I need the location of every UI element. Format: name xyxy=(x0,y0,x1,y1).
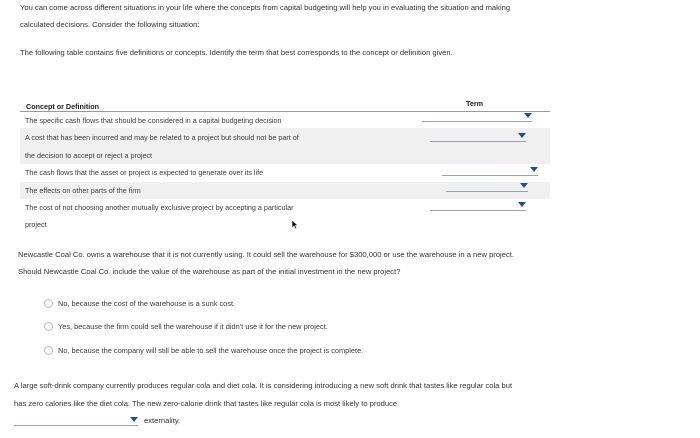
chevron-down-icon xyxy=(530,167,538,172)
row-5-text-cont: project xyxy=(25,220,47,229)
radio-option-2[interactable] xyxy=(44,322,53,331)
row-2-text-cont: the decision to accept or reject a project xyxy=(25,151,153,160)
row-5-text: The cost of not choosing another mutually exclusive project by accepting a particular xyxy=(25,203,294,212)
row-2-text: A cost that has been incurred and may be related to a project but should not be part of xyxy=(25,133,299,142)
term-dropdown-1[interactable] xyxy=(422,112,532,122)
term-dropdown-2[interactable] xyxy=(430,132,526,142)
row-4-text: The effects on other parts of the firm xyxy=(25,186,141,195)
term-dropdown-5[interactable] xyxy=(430,201,526,211)
col-header-term: Term xyxy=(466,99,484,108)
radio-option-1[interactable] xyxy=(44,299,53,308)
chevron-down-icon xyxy=(130,417,138,422)
intro-line-2: calculated decisions. Consider the following situation: xyxy=(20,20,200,29)
question3-line-2: has zero calories like the diet cola. The new zero-calorie drink that tastes like regular cola is most likely to produce xyxy=(14,399,398,408)
question2-line-1: Newcastle Coal Co. owns a warehouse that it is not currently using. It could sell the warehouse for $300,000 or use the warehouse in a new project. xyxy=(18,250,514,259)
option-3-label[interactable]: No, because the company will still be able to sell the warehouse once the project is complete. xyxy=(58,346,364,355)
term-dropdown-4[interactable] xyxy=(446,182,528,192)
row-3-text: The cash flows that the asset or project is expected to generate over its life xyxy=(25,168,264,177)
externality-dropdown[interactable] xyxy=(14,416,138,426)
chevron-down-icon xyxy=(524,113,532,118)
radio-option-3[interactable] xyxy=(44,346,53,355)
col-header-concept: Concept or Definition xyxy=(26,102,100,111)
question2-line-2: Should Newcastle Coal Co. include the value of the warehouse as part of the initial investment in the new project? xyxy=(18,267,401,276)
intro-line-1: You can come across different situations in your life where the concepts from capital budgeting will help you in evaluating the situation and making xyxy=(20,3,511,12)
table-intro: The following table contains five definitions or concepts. Identify the term that best corresponds to the concept or definition given. xyxy=(20,48,453,57)
chevron-down-icon xyxy=(518,202,526,207)
term-dropdown-3[interactable] xyxy=(442,166,538,176)
option-1-label[interactable]: No, because the cost of the warehouse is a sunk cost. xyxy=(58,299,236,308)
option-2-label[interactable]: Yes, because the firm could sell the warehouse if it didn't use it for the new project. xyxy=(58,322,328,331)
mouse-cursor-icon xyxy=(291,219,299,230)
chevron-down-icon xyxy=(518,133,526,138)
chevron-down-icon xyxy=(520,183,528,188)
question3-line-1: A large soft-drink company currently produces regular cola and diet cola. It is considering introducing a new soft drink that tastes like regular cola but xyxy=(14,381,513,390)
row-1-text: The specific cash flows that should be considered in a capital budgeting decision xyxy=(25,116,282,125)
question3-suffix: externality. xyxy=(144,416,181,425)
